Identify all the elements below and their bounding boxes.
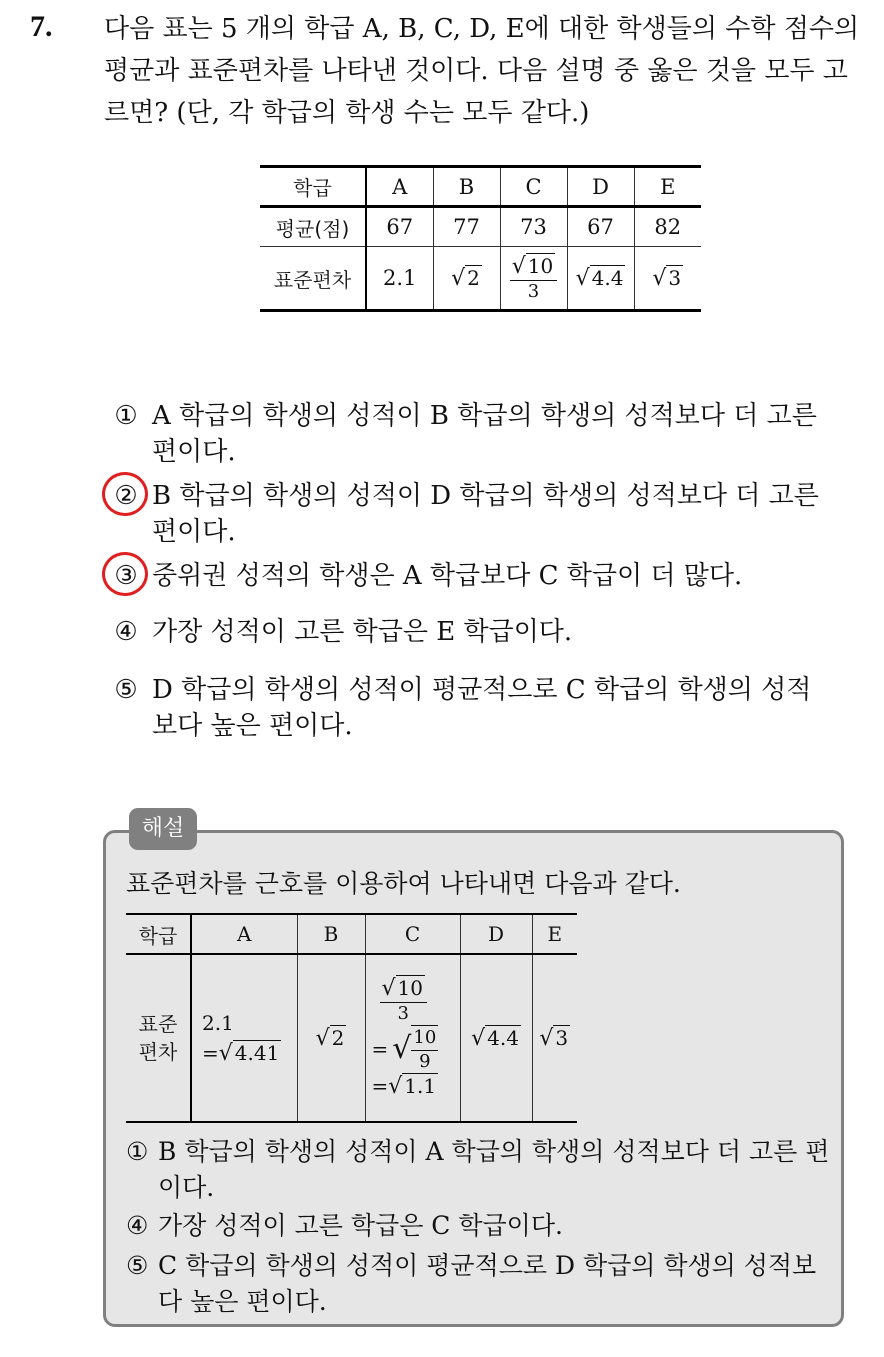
sd-a-radicand: 4.41: [234, 1040, 280, 1065]
question-text: 다음 표는 5 개의 학급 A, B, C, D, E에 대한 학생들의 수학 점수의 평균과 표준편차를 나타낸 것이다. 다음 설명 중 옳은 것을 모두 고르면? (단, 각 학급의 학생 수는 모두 같다.): [104, 14, 860, 128]
selected-circle-icon: [102, 472, 148, 516]
solution-intro: 표준편차를 근호를 이용하여 나타내면 다음과 같다.: [126, 869, 681, 898]
sd-a: 2.1 =√ 4.41: [191, 954, 297, 1122]
sd-e-radicand: 3: [668, 265, 682, 290]
solution-item-3: [126, 1248, 831, 1320]
sd-row: [260, 247, 701, 311]
sd-b: √ 2: [297, 954, 365, 1122]
eq-sign: =: [202, 1040, 219, 1065]
question-number: 7.: [30, 10, 53, 43]
header-c: C: [500, 167, 567, 207]
eq-sign: =: [371, 1037, 389, 1061]
sd-c-eq-num: 10: [411, 1026, 438, 1051]
sd-c-num: 10: [397, 976, 423, 1000]
sd-c-num: 10: [527, 253, 554, 278]
solution-marker: ⑤: [126, 1251, 149, 1280]
mean-row: [260, 207, 701, 247]
sd-row: [126, 954, 577, 1122]
solution-tag: 해설: [129, 808, 197, 850]
sd-label: 표준편차: [260, 247, 366, 311]
mean-d: 67: [567, 207, 634, 247]
header-d: D: [460, 914, 532, 954]
header-a: A: [366, 167, 433, 207]
option-marker: ③: [114, 561, 138, 591]
sd-c: √ 10 3: [500, 247, 567, 311]
sd-e-radicand: 3: [555, 1025, 569, 1050]
solution-table: [126, 913, 577, 1123]
eq-sign: =: [371, 1074, 389, 1098]
option-text: B 학급의 학생의 성적이 D 학급의 학생의 성적보다 더 고른 편이다.: [152, 481, 819, 547]
option-3[interactable]: [108, 558, 828, 594]
table-header-row: [126, 914, 577, 954]
sd-e: √ 3: [532, 954, 577, 1122]
sd-d-radicand: 4.4: [487, 1025, 519, 1050]
header-e: E: [532, 914, 577, 954]
header-a: A: [191, 914, 297, 954]
sd-e: √ 3: [634, 247, 701, 311]
solution-text: 가장 성적이 고른 학급은 C 학급이다.: [158, 1211, 563, 1240]
option-marker: ④: [114, 617, 138, 647]
sd-a: 2.1: [366, 247, 433, 311]
header-b: B: [433, 167, 500, 207]
table-header-row: [260, 167, 701, 207]
sd-a-value: 2.1: [202, 1010, 234, 1035]
sd-label-text: 표준편차: [138, 1012, 178, 1064]
solution-text: C 학급의 학생의 성적이 평균적으로 D 학급의 학생의 성적보다 높은 편이다.: [158, 1251, 817, 1316]
option-marker: ②: [114, 481, 138, 511]
solution-item-1: [126, 1134, 831, 1206]
option-1[interactable]: [108, 398, 828, 470]
header-e: E: [634, 167, 701, 207]
solution-marker: ④: [126, 1211, 149, 1240]
sd-c-eq-den: 9: [419, 1051, 431, 1072]
mean-c: 73: [500, 207, 567, 247]
option-4[interactable]: [108, 614, 828, 650]
option-5[interactable]: [108, 672, 828, 744]
selected-circle-icon: [102, 552, 148, 596]
option-text: 가장 성적이 고른 학급은 E 학급이다.: [152, 617, 573, 647]
mean-a: 67: [366, 207, 433, 247]
option-text: 중위권 성적의 학생은 A 학급보다 C 학급이 더 많다.: [152, 561, 743, 591]
sd-label: [126, 954, 191, 1122]
sd-b: √ 2: [433, 247, 500, 311]
header-class: 학급: [126, 914, 191, 954]
option-text: A 학급의 학생의 성적이 B 학급의 학생의 성적보다 더 고른 편이다.: [152, 401, 817, 467]
solution-item-2: [126, 1208, 831, 1244]
sd-c-den: 3: [527, 280, 540, 302]
header-class: 학급: [260, 167, 366, 207]
mean-e: 82: [634, 207, 701, 247]
header-c: C: [365, 914, 460, 954]
score-table: [260, 165, 701, 312]
solution-marker: ①: [126, 1137, 149, 1166]
header-d: D: [567, 167, 634, 207]
option-text: D 학급의 학생의 성적이 평균적으로 C 학급의 학생의 성적보다 높은 편이다.: [152, 675, 812, 741]
solution-text: B 학급의 학생의 성적이 A 학급의 학생의 성적보다 더 고른 편이다.: [158, 1137, 830, 1202]
sd-d: √ 4.4: [567, 247, 634, 311]
option-marker: ①: [114, 401, 138, 431]
sd-c-eq2-radicand: 1.1: [404, 1074, 437, 1098]
sd-c-den: 3: [397, 1003, 409, 1024]
sd-b-radicand: 2: [331, 1025, 345, 1050]
sd-b-radicand: 2: [467, 265, 480, 290]
option-2[interactable]: [108, 478, 828, 550]
mean-b: 77: [433, 207, 500, 247]
option-marker: ⑤: [114, 675, 138, 705]
mean-label: 평균(점): [260, 207, 366, 247]
sd-d: √ 4.4: [460, 954, 532, 1122]
sd-d-radicand: 4.4: [591, 265, 624, 290]
header-b: B: [297, 914, 365, 954]
sd-c: √ 10 3 = √ $\frac{10}{9}$ =√ 1.1: [365, 954, 460, 1122]
